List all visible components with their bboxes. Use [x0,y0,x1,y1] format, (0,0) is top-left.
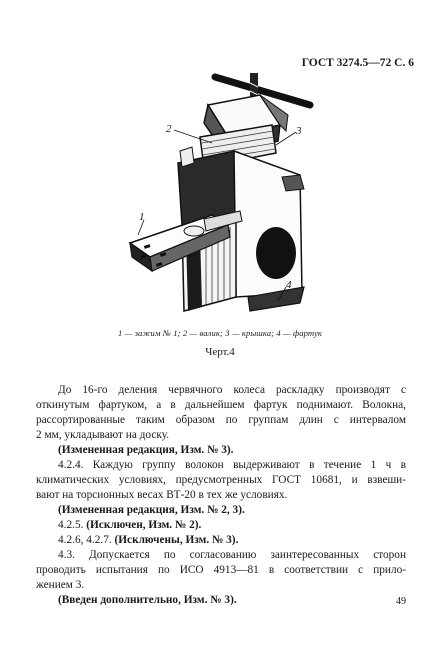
clause-excluded: 4.2.5. (Исключен, Изм. № 2). [58,519,202,531]
page-number: 49 [396,596,406,607]
paragraph-line: 4.3. Допускается по согласованию заинтересованных сторон [58,549,406,561]
page-header-standard: ГОСТ 3274.5—72 С. 6 [301,57,414,69]
callout-3: 3 [296,125,302,137]
paragraph-line: 4.2.4. Каждую группу волокон выдерживают в течение 1 ч в [58,459,406,471]
paragraph-line: До 16-го деления червячного колеса раскладку производят с [58,384,406,396]
callout-2: 2 [166,123,172,135]
clause-excluded: 4.2.6, 4.2.7. (Исключены, Изм. № 3). [58,534,239,546]
amendment-note: (Введен дополнительно, Изм. № 3). [58,594,237,606]
callout-1: 1 [139,211,145,223]
paragraph-line: рассортированные таким образом по группам длин с интервалом [36,414,406,426]
paragraph-line: 2 мм, укладывают на доску. [36,429,170,441]
paragraph-line: вают на торсионных весах ВТ-20 в тех же условиях. [36,489,288,501]
document-body [36,383,406,608]
apparatus-figure [100,65,360,325]
figure-legend: 1 — зажим № 1; 2 — валик; 3 — крышка; 4 — фартук [117,328,323,338]
callout-4: 4 [286,279,292,291]
paragraph-line: жением 3. [36,579,85,591]
paragraph-line: проводить испытания по ИСО 4913—81 в соответствии с прило- [36,564,406,576]
paragraph-line: климатических условиях, предусмотренных ГОСТ 10681, и взвеши- [36,474,406,486]
paragraph-line: откинутым фартуком, а в дальнейшем фартук поднимают. Волокна, [36,399,406,411]
clamp-device-drawing [100,65,360,325]
amendment-note: (Измененная редакция, Изм. № 2, 3). [58,504,245,516]
amendment-note: (Измененная редакция, Изм. № 3). [58,444,234,456]
figure-caption: Черт.4 [205,346,235,358]
